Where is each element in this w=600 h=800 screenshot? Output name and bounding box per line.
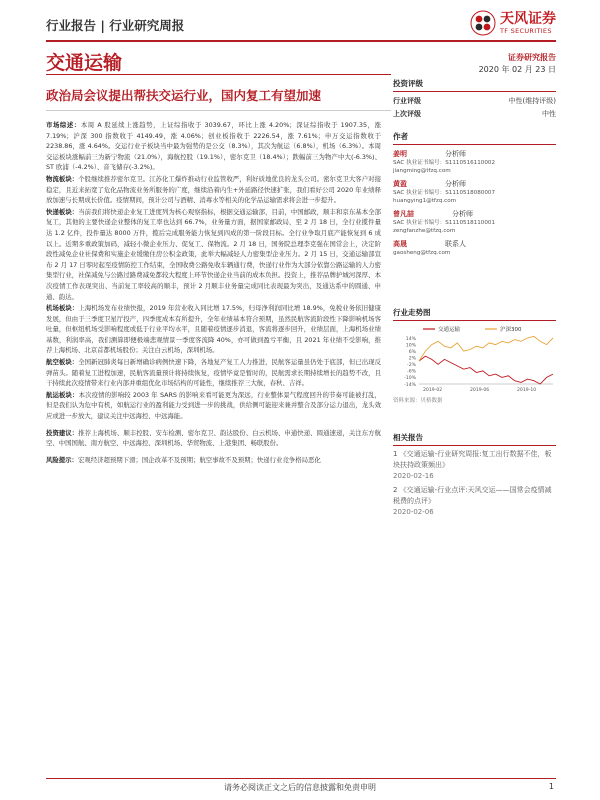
trend-heading: 行业走势图	[393, 307, 556, 321]
y-tick-label: 10%	[405, 343, 416, 349]
paragraph-label: 航运板块：	[46, 390, 79, 399]
author-entry	[393, 149, 556, 175]
author-email[interactable]: huangying1@tfzq.com	[393, 198, 457, 204]
authors-heading: 作者	[393, 131, 556, 145]
paragraph-label: 风险提示：	[46, 455, 78, 464]
author-role: 分析师	[452, 210, 473, 218]
y-tick-label: -6%	[407, 369, 416, 375]
author-entry	[393, 209, 556, 235]
brand-logo	[470, 10, 556, 36]
paragraph-text: 宏观经济超预期下滑；国企改革不及预期；航空事故不及预期；快递行业竞争格局恶化	[77, 455, 321, 464]
y-tick-label: 6%	[408, 349, 416, 355]
authors-section	[393, 131, 556, 257]
paragraph-label: 物流板块：	[46, 174, 79, 183]
series-line	[419, 336, 553, 361]
related-report-title[interactable]: 1 《交通运输-行业研究周报:复工出行数据不佳，板块扶持政策频出》	[393, 450, 552, 469]
related-report-date: 2020-02-06	[393, 508, 434, 516]
trend-chart	[393, 324, 556, 394]
related-report-title[interactable]: 2 《交通运输-行业点评:天风交运——国常会疫情减税费的点评》	[393, 486, 552, 505]
rating-row: 行业评级 中性(维持评级)	[393, 97, 556, 105]
related-report-date: 2020-02-16	[393, 472, 434, 480]
footer-disclaimer: 请务必阅读正文之后的信息披露和免责申明	[224, 783, 376, 792]
y-tick-label: 2%	[408, 356, 416, 362]
body-paragraph	[46, 455, 381, 466]
footer-divider	[46, 778, 556, 779]
related-report-item[interactable]	[393, 485, 556, 518]
y-tick-label: -14%	[404, 382, 416, 388]
author-role: 联系人	[445, 240, 466, 248]
paragraph-text: 当前我们将快递企业复工进度列为核心观察指标，根据交通运输部，目前，中国邮政，顺丰和京东基本全部复工，其他的主要快递企业整体的复工率也达到 66.7%，业务量方面，据国家邮政局，至 2 月 18 日，全行业揽件量达 1.2 亿件，投件量达 8000 万件，揽后完成服务能力恢复到四成的第一阶段目标。全行业争取月底产能恢复到 6 成以上。近期多重政策加码，减轻小微企业压力、促复工、保物流。2 月 18 日，国务院总理李克强在国常会上，决定阶段性减免企业社保费和实施企业缓缴住房公积金政策，此举大幅减轻人力密集型企业压力。2 月 15 日，交通运输部宣布 2 月 17 日零时起至疫情防控工作结束，全国收费公路免收车辆通行费，快递行业作为大部分依靠公路运输的人力密集型行业，社保减免与公路过路费减免都较大程度上环节快递企业当前的成本负担。投资上，推荐品牌护城河深厚、本次疫情工作表现突出、当前复工率较高的顺丰，预计 2 月顺丰业务量完成同比表现最为突出，及通达系中的圆通、申通、韵达。	[46, 207, 382, 301]
author-name: 高晟	[393, 240, 407, 248]
author-cert: SAC 执业证书编号：S1110518080007	[393, 190, 496, 196]
paragraph-text: 本次疫情的影响较 2003 年 SARS 的影响来看可能更为深远，行业整体景气程度回升的节奏可能被打乱，但是我们认为危中有机，如航运行业的盈利能力受到进一步的挑战，供给侧可能迎来兼并整合及部分运力退出，龙头效应或进一步放大，建议关注中远海控、中远海能。	[46, 390, 381, 421]
author-cert: SAC 执业证书编号：S1110518110001	[393, 220, 496, 226]
main-body	[46, 120, 381, 466]
body-paragraph	[46, 207, 381, 302]
report-headline: 政治局会议提出帮扶交运行业，国内复工有望加速	[46, 88, 322, 103]
logo-cn: 天风证券	[500, 10, 556, 27]
rating-row: 上次评级 中性	[393, 110, 556, 118]
x-tick-label: 2019-06	[470, 388, 490, 393]
author-email[interactable]: zengfanzhe@tfzq.com	[393, 228, 456, 234]
paragraph-text: 个股继续推荐密尔克卫。江苏化工爆炸推动行业监管收严，利好质地优良的龙头公司。密尔克卫大客户对接稳定，且近来拓宽了危化品物流业务所服务的广度，继续沿着内生+外延路径快速扩张，我们看好公司 2020 年业绩释放加速与长期成长价值。疫情期间，预计公司与酒精、消毒水等相关的化学品运输需求将会进一步提升。	[46, 174, 382, 205]
top-divider	[46, 40, 556, 42]
author-name: 曾凡喆	[393, 210, 414, 218]
paragraph-text: 上海机场发布业绩快报，2019 年营业收入同比增 17.5%，归母净利润同比增 18.9%，免税业务依旧健康发展，但由于三季度卫星厅投产，四季度成本有所提升，全年业绩基本符合预期，虽然民航客流阶段性下降影响机场客吐量，但枢纽机场受影响程度或低于行业平均水平，且随着疫情逐步消退，客流将逐步回升，业绩层面，上海机场业绩基数，利润率高，我们测算即便极端悲观情景一季度客流降 40%，亦可做到盈亏平衡，且 2021 年业绩不受影响，推荐上海机场、北京首都机场股份；关注白云机场，深圳机场。	[46, 304, 382, 355]
legend-label: 交通运输	[438, 327, 461, 333]
paragraph-label: 市场综述：	[46, 121, 81, 129]
author-email[interactable]: jiangming@tfzq.com	[393, 168, 451, 174]
related-reports	[393, 432, 556, 518]
author-name: 黄盈	[393, 180, 407, 188]
author-role: 分析师	[445, 150, 466, 158]
author-entry	[393, 239, 556, 257]
x-tick-label: 2019-10	[517, 388, 537, 393]
top-bar	[46, 10, 556, 42]
paragraph-label: 航空板块：	[46, 358, 79, 367]
x-tick-label: 2019-02	[423, 388, 443, 393]
series-line	[419, 356, 553, 384]
paragraph-text: 推荐上海机场、顺丰控股、安车检测、密尔克卫、韵达股份、白云机场、申通快递、圆通速递，关注东方航空、中国国航、南方航空、中远海控、深圳机场、华贸物流、上港集团、畅联股份。	[46, 428, 382, 448]
paragraph-label: 投资建议：	[46, 428, 79, 437]
author-name: 姜明	[393, 150, 407, 158]
author-cert: SAC 执业证书编号：S1110516110002	[393, 160, 496, 166]
paragraph-label: 快递板块：	[46, 207, 79, 216]
rating-heading: 投资评级	[393, 78, 556, 92]
body-paragraph	[46, 357, 381, 389]
body-paragraph	[46, 428, 381, 449]
body-paragraph	[46, 174, 381, 206]
chart-source: 资料来源：贝格数据	[393, 398, 443, 404]
y-tick-label: -10%	[404, 376, 416, 382]
related-heading: 相关报告	[393, 432, 556, 446]
doc-date: 2020 年 02 月 23 日	[478, 65, 556, 74]
sidebar	[393, 78, 556, 257]
doc-type: 证券研究报告	[508, 53, 556, 62]
related-report-item[interactable]	[393, 449, 556, 482]
logo-mark-icon	[470, 10, 496, 36]
body-paragraph	[46, 390, 381, 422]
trend-section	[393, 307, 556, 404]
author-entry	[393, 179, 556, 205]
paragraph-label: 机场板块：	[46, 304, 79, 313]
headline-divider	[46, 110, 391, 111]
body-paragraph	[46, 120, 381, 173]
logo-en: TF SECURITIES	[500, 26, 552, 35]
legend-label: 沪深300	[500, 327, 522, 333]
y-tick-label: 14%	[405, 336, 416, 342]
body-paragraph	[46, 303, 381, 356]
author-role: 分析师	[445, 180, 466, 188]
author-email[interactable]: gaosheng@tfzq.com	[393, 250, 451, 256]
y-tick-label: -2%	[407, 363, 416, 369]
paragraph-text: 本周 A 股延续上涨趋势，上证综指收于 3039.67，环比上涨 4.20%；深证综指收于 1907.35，涨 7.19%；沪深 300 指数收于 4149.49，涨 4.06%；创业板指收于 2226.54，涨 7.61%；申万交运指数收于 2238.86，涨 4.64%。交运行业子板块当中最为强势的是公交（8.3%），其次为航运（6.8%），机场（6.3%）。本周交运板块涨幅前三为新宁物流（21.0%），海航控股（19.1%），密尔克卫（18.4%）；跌幅前三为物产中大(-6.3%)、ST 欧浦（-4.2%）、音飞储存(-3.2%)。	[46, 121, 382, 172]
industry-title: 交通运输	[46, 52, 123, 74]
report-tag: 行业报告 | 行业研究周报	[46, 18, 185, 33]
paragraph-text: 全国新冠肺炎每日新增确诊病例快速下降，各地复产复工人力推进，民航客运量虽仍处于底部，但已出现反弹苗头。随着复工进程加速，民航客流量预计将持续恢复，疫情毕竟是暂时的，民航需求长期持续增长的趋势不改，且干持续此次疫情带来行业内部并重组优化市场结构的可能性，继续推荐三大航，春秋、吉祥。	[46, 358, 382, 388]
title-divider	[46, 74, 391, 75]
page-number: 1	[548, 782, 554, 791]
